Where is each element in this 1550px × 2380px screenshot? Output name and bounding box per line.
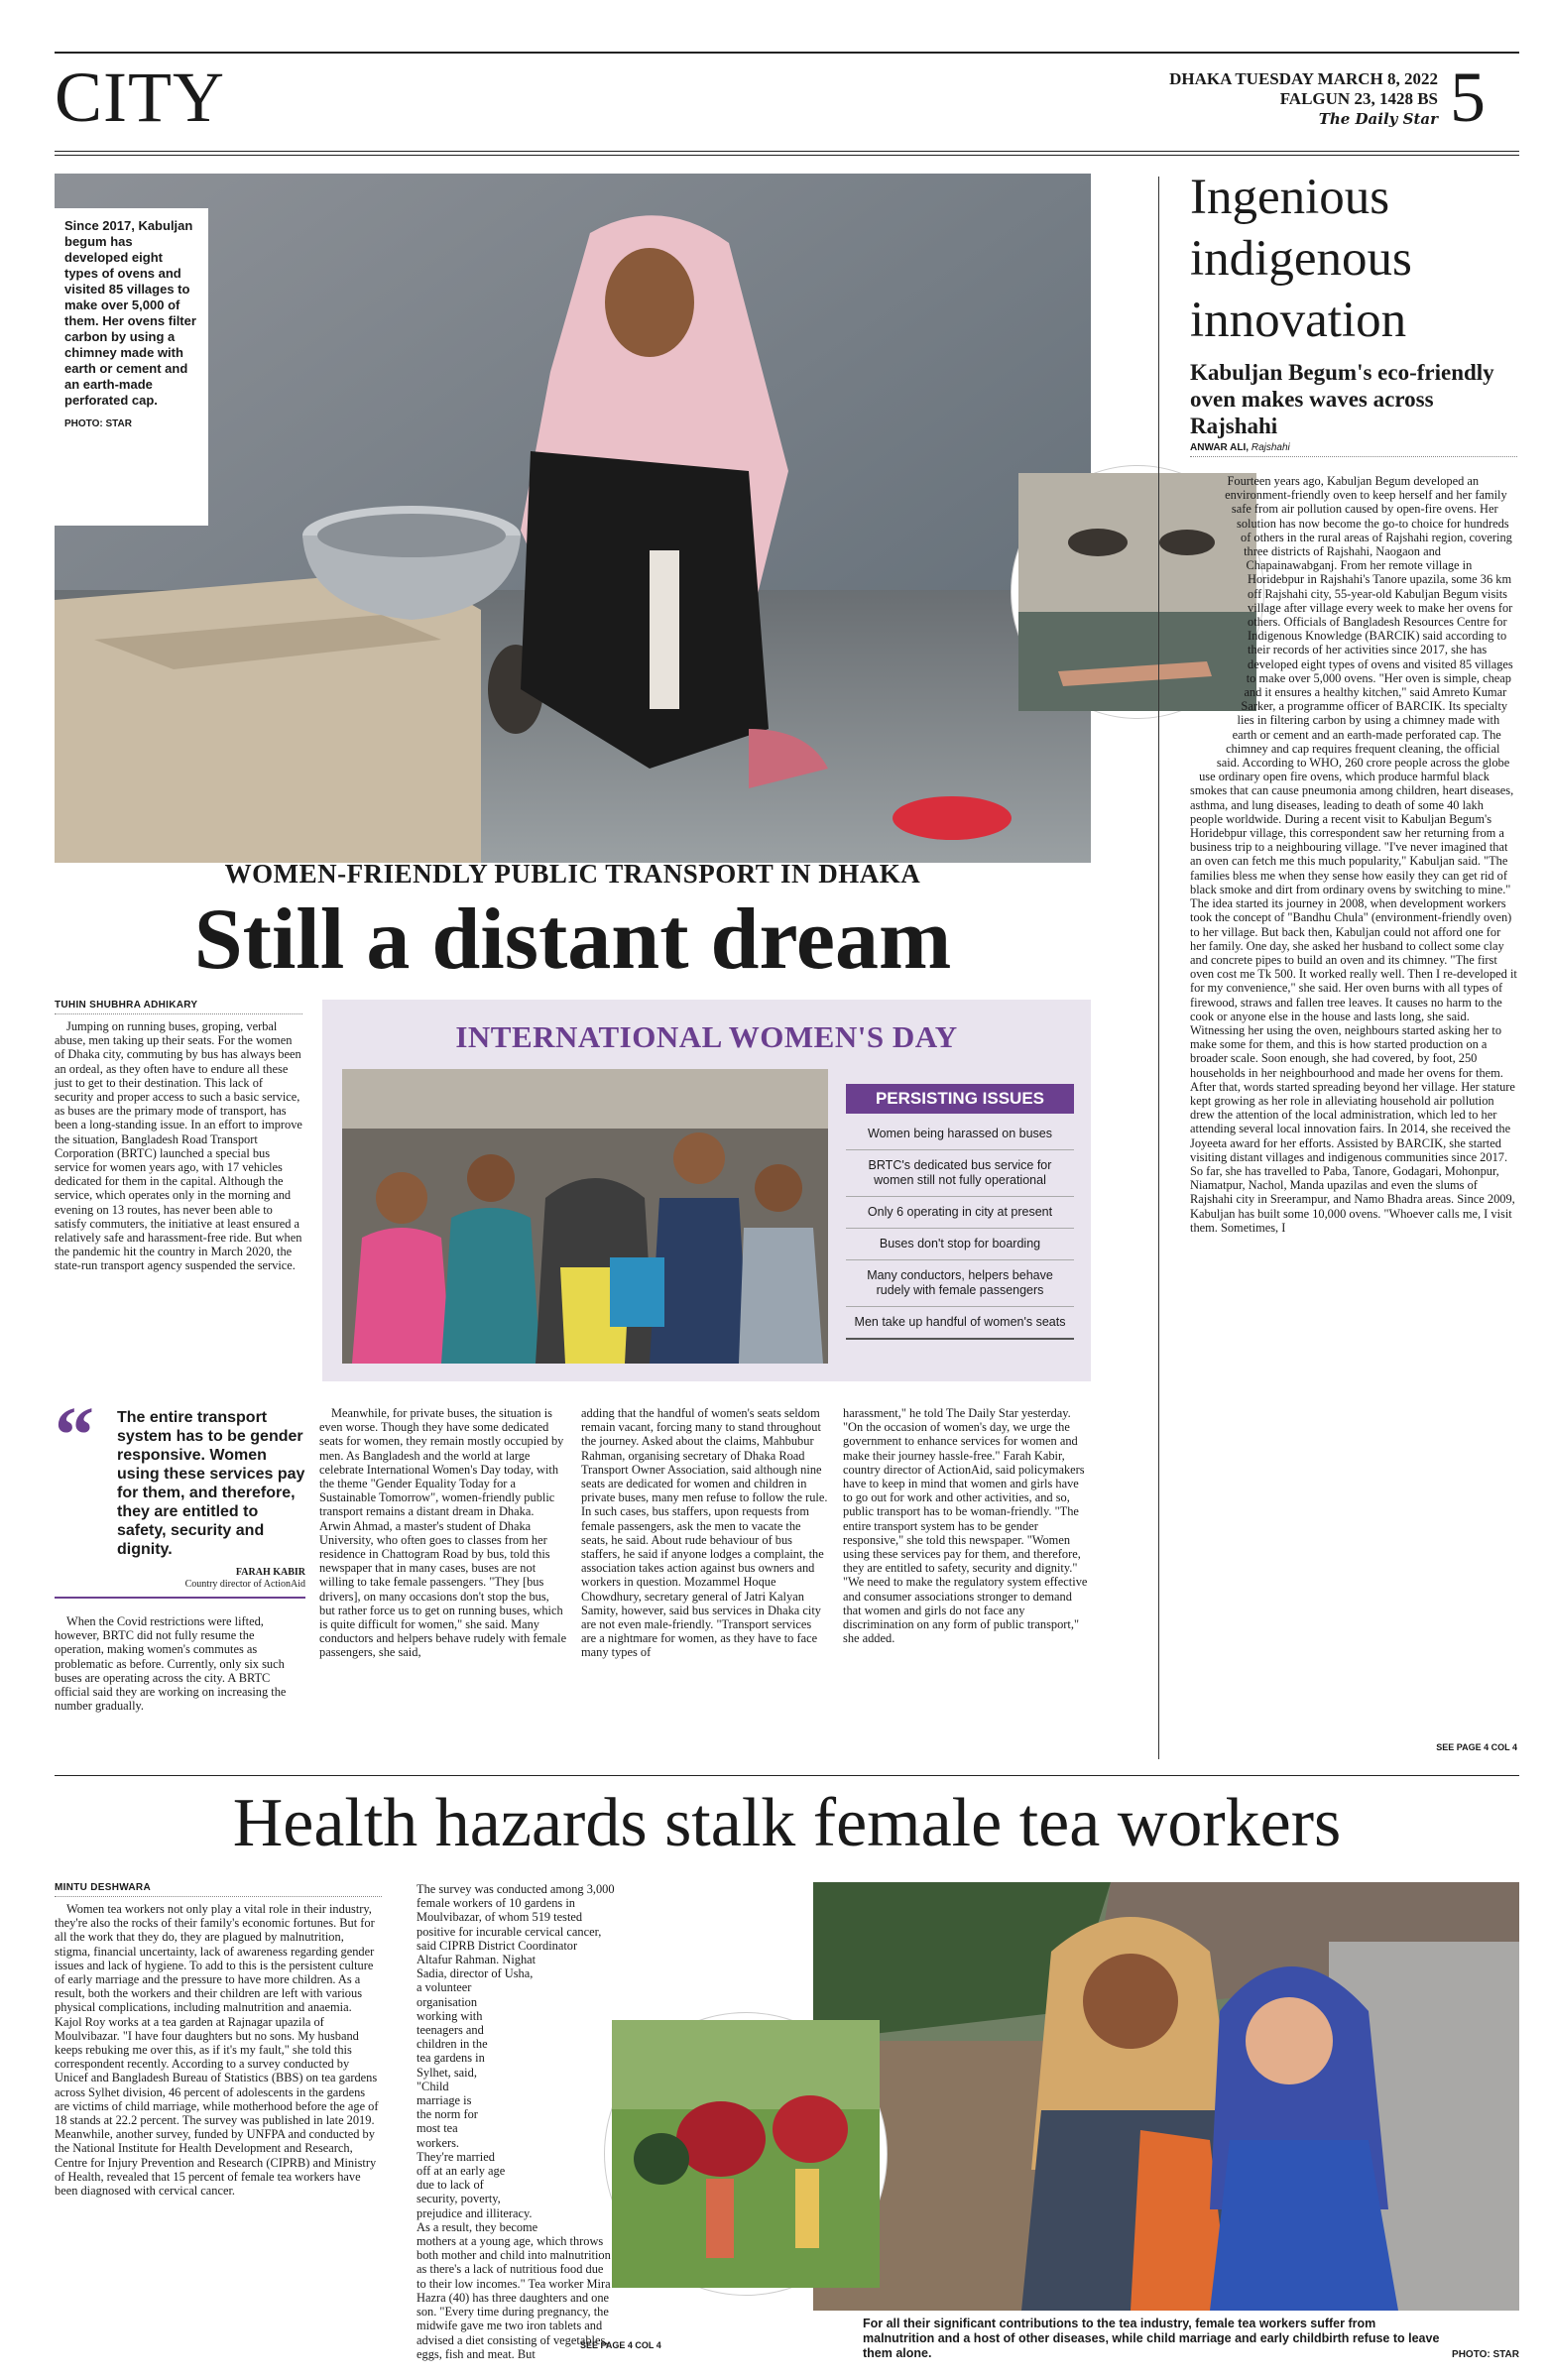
story3-jump: SEE PAGE 4 COL 4 — [580, 2340, 661, 2350]
tea-caption-text: For all their significant contributions to the tea industry, female tea workers suffer from malnutrition and a host of other diseases, while child marriage and early childbirth refuse to leave them alone. — [863, 2317, 1440, 2360]
tea-pickers-photo — [605, 2013, 887, 2295]
story2-col3-text: adding that the handful of women's seats seldom remain vacant, forcing many to stand throughout the journey. Asked about the claims, Mahbubur Rahman, organising secretary of Dhaka Road Transport Owner Association, said although nine seats are dedicated for women and children in private buses, many men refuse to follow the rule. In such cases, bus staffers, upon requests from female passengers, ask the men to vacate the seats, he said. About rude behaviour of bus staffers, he said if anyone lodges a complaint, the association takes action against bus owners and workers in question. Mozammel Hoque Chowdhury, secretary general of Jatri Kalyan Samity, however, said bus services in Dhaka city are not even male-friendly. "Transport services are a nightmare for women, as they have to face many types of — [581, 1406, 828, 1660]
bangla-date-text: FALGUN 23, 1428 BS — [1279, 89, 1438, 108]
story2-col1 — [55, 1019, 302, 1396]
masthead-rule-2 — [55, 155, 1519, 156]
date-text: DHAKA TUESDAY MARCH 8, 2022 — [1169, 69, 1438, 88]
tea-photo-caption — [863, 2311, 1519, 2370]
quote-attribution — [117, 1567, 305, 1591]
dateline — [1071, 69, 1438, 129]
story2-col3 — [581, 1406, 829, 1753]
story1-jump: SEE PAGE 4 COL 4 — [1436, 1742, 1517, 1752]
story1-byline-place: Rajshahi — [1251, 442, 1290, 453]
tea-photo-credit: PHOTO: STAR — [1452, 2349, 1519, 2360]
section-title: CITY — [55, 58, 225, 137]
issue-item: Women being harassed on buses — [846, 1119, 1074, 1150]
story1-headline: Ingenious indigenous innovation — [1190, 170, 1412, 348]
page-number: 5 — [1450, 58, 1486, 137]
persisting-issues-title: PERSISTING ISSUES — [846, 1084, 1074, 1114]
story2-col1-tail — [55, 1614, 305, 1753]
story1-subhead: Kabuljan Begum's eco-friendly oven makes waves across Rajshahi — [1190, 360, 1494, 438]
quote-name: FARAH KABIR — [235, 1567, 305, 1578]
story2-headline: Still a distant dream — [193, 892, 952, 988]
story1-body-text: Fourteen years ago, Kabuljan Begum developed an environment-friendly oven to keep herself and her family safe from air pollution caused by open-fire ovens. Her solution has now become the go-to choice for hundreds of others in the rural areas of Rajshahi region, covering three districts of Rajshahi, Naogaon and Chapainawabganj. From her remote village in Horidebpur in Rajshahi's Tanore upazila, some 36 km off Rajshahi city, 55-year-old Kabuljan Begum visits village after village every week to make her ovens for others. Officials of Bangladesh Resources Centre for Indigenous Knowledge (BARCIK) said according to their records of her activities since 2017, she has developed eight types of ovens and visited 85 villages to make over 5,000 ovens. "Her oven is simple, cheap and it ensures a healthy kitchen," said Amreto Kumar Sarker, a programme officer of BARCIK. Its specialty lies in filtering carbon by using a chimney made with earth or cement and an earth-made perforated cap. The chimney and cap requires frequent cleaning, the official said. According to WHO, 260 crore people across the globe use ordinary open fire ovens, which produce harmful black smokes that can cause pneumonia among children, heart diseases, asthma, and lung diseases, leading to death of some 40 lakh people worldwide. During a recent visit to Kabuljan Begum's Horidebpur village, this correspondent saw her returning from a business trip to a neighbouring village. "I've never imagined that an oven can fetch me this much popularity," Kabuljan said. "The families bless me when they sense how easily they can get rid of black smoke and dirt from ordinary ovens by switching to mine." The idea started its journey in 2008, when development workers took the concept of "Bandhu Chula" (environment-friendly oven) to her village. But back then, Kabuljan could not afford one for her family. One day, she asked her husband to collect some clay and concrete pipes to build an oven and its chimney. "The first oven cost me Tk 500. It worked really well. Then I re-developed it for my convenience," she said. Her oven burns with all types of firewood, straws and fallen tree leaves. It causes no harm to the cook or anyone else in the house and lasts long, she said. Witnessing her using the oven, neighbours started asking her to make some for them, and this is how started production on a broader scale. Soon enough, she had covered, by foot, 250 households in her neighbourhood and made her ovens for them. After that, words started spreading beyond her village. Her stature kept growing as her role in alleviating household air pollution drew the attention of the local administration, which led to her attending several local innovation fairs. In 2014, she received the Joyeeta award for her efforts. Assisted by BARCIK, she started visiting distant villages and indigenous communities since 2017. So far, she has travelled to Paba, Tanore, Godagari, Mohonpur, Niamatpur, Nachol, Manda upazilas and even the slums of Rajshahi city in Sreerampur, and Namo Bhadra areas. Since 2009, Kabuljan has built some 10,000 ovens. "Whoever calls me, I visit them. Sometimes, I — [1190, 474, 1517, 1235]
masthead-rule — [55, 151, 1519, 152]
issue-item: Men take up handful of women's seats — [846, 1307, 1074, 1340]
story2-col2-text: Meanwhile, for private buses, the situation is even worse. Though they have some dedicated seats for women, they remain mostly occupied by men. As Bangladesh and the world at large celebrate International Women's Day today, with the theme "Gender Equality Today for a Sustainable Tomorrow", women-friendly public transport remains a distant dream in Dhaka. Arwin Ahmad, a master's student of Dhaka University, who often goes to classes from her residence in Chattogram Road by bus, told this newspaper that in many cases, buses are not willing to take female passengers. "They [bus drivers], on many occasions don't stop the bus, but rather force us to get on running buses, which is quite difficult for women," she said. Many conductors and helpers behave rudely with female passengers, she said, — [319, 1406, 567, 1660]
womens-day-panel — [322, 1000, 1091, 1381]
tea-worker-mother-photo — [813, 1882, 1519, 2311]
story2-col4-text: harassment," he told The Daily Star yesterday. "On the occasion of women's day, we urge the government to enhance services for women and make their journey hassle-free." Farah Kabir, country director of ActionAid, said policymakers have to keep in mind that women and girls have to go out for work and other activities, and so, public transport has to be woman-friendly. "The entire transport system has to be gender responsive," she told this newspaper. "Women using these services pay for them, and therefore, they are entitled to safety, security and dignity." "We need to make the regulatory system effective and consumer associations stronger to demand that women and girls do not face any discrimination on any form of public transport," she added. — [843, 1406, 1088, 1646]
story2-byline: TUHIN SHUBHRA ADHIKARY — [55, 1000, 302, 1014]
pull-quote: The entire transport system has to be gender responsive. Women using these services pay for them, and therefore, they are entitled to safety, security and dignity. — [117, 1409, 305, 1558]
right-column-rule — [1158, 177, 1159, 1759]
issue-item: Only 6 operating in city at present — [846, 1197, 1074, 1229]
masthead-top-rule — [55, 52, 1519, 54]
story3-byline: MINTU DESHWARA — [55, 1882, 382, 1897]
story2-col1-text: Jumping on running buses, groping, verbal abuse, men taking up their seats. For the women of Dhaka city, commuting by bus has always been an ordeal, as they often have to endure all these just to get to their destination. This lack of security and proper access to such a basic service, as buses are the primary mode of transport, has been a long-standing issue. In an effort to improve the situation, Bangladesh Road Transport Corporation (BRTC) launched a special bus service for women years ago, with 17 vehicles dedicated for them in the capital. Although the service, which operates only in the morning and evening on 13 routes, has never been able to satisfy commuters, the initiative at least ensured a relatively safe and harassment-free ride. But when the pandemic hit the country in March 2020, the state-run transport agency suspended the service. — [55, 1019, 302, 1273]
story2-col1-tail-text: When the Covid restrictions were lifted, however, BRTC did not fully resume the operation, making women's commutes as problematic as before. Currently, only six such buses are operating across the city. A BRTC official said they are working on increasing the number gradually. — [55, 1614, 287, 1714]
issue-item: Buses don't stop for boarding — [846, 1229, 1074, 1260]
story3-col1 — [55, 1902, 382, 2338]
issue-item: Many conductors, helpers behave rudely with female passengers — [846, 1260, 1074, 1307]
paper-name: The Daily Star — [1318, 110, 1438, 128]
oven-photo-credit: PHOTO: STAR — [64, 418, 132, 429]
persisting-issues-list — [846, 1119, 1074, 1340]
story2-col2 — [319, 1406, 567, 1753]
issue-item: BRTC's dedicated bus service for women still not fully operational — [846, 1150, 1074, 1197]
story2-col4 — [843, 1406, 1091, 1753]
story3-col2-text: The survey was conducted among 3,000 female workers of 10 gardens in Moulvibazar, of whom 519 tested positive for incurable cervical cancer, said CIPRB District Coordinator Altafur Rahman. Nighat Sadia, director of Usha, a volunteer organisation working with teenagers and children in the tea gardens in Sylhet, said, "Child marriage is the norm for most tea workers. They're married off at an early age due to lack of security, poverty, prejudice and illiteracy. As a result, they become mothers at a young age, which throws both mother and child into malnutrition as there's a lack of nutritious food due to their low incomes." Tea worker Mira Hazra (40) has three daughters and one son. "Every time during pregnancy, the midwife gave me two iron tablets and advised a diet consisting of vegetables, eggs, fish and meat. But — [417, 1882, 615, 2361]
quote-rule — [55, 1597, 305, 1599]
oven-photo-caption — [55, 208, 208, 526]
bus-crowd-photo — [342, 1069, 828, 1364]
oven-caption-text: Since 2017, Kabuljan begum has developed eight types of ovens and visited 85 villages to make over 5,000 of them. Her ovens filter carbon by using a chimney made with earth or cement and an earth-made perforated cap. — [64, 218, 196, 408]
quote-mark: “ — [55, 1392, 94, 1480]
story3-headline: Health hazards stalk female tea workers — [232, 1785, 1342, 1861]
womens-day-title: INTERNATIONAL WOMEN'S DAY — [455, 1019, 958, 1054]
story3-rule — [55, 1775, 1519, 1776]
story1-byline-name: ANWAR ALI, — [1190, 442, 1250, 453]
oven-woman-photo — [55, 174, 1091, 863]
story1-body — [1190, 474, 1517, 1739]
story1-byline — [1190, 442, 1517, 457]
story2-kicker: WOMEN-FRIENDLY PUBLIC TRANSPORT IN DHAKA — [224, 859, 921, 889]
quote-title: Country director of ActionAid — [184, 1579, 305, 1590]
story3-col2 — [417, 1882, 615, 2361]
story3-col1-text: Women tea workers not only play a vital role in their industry, they're also the rocks of their family's economic fortunes. But for all the work that they do, they are plagued by malnutrition, stigma, financial uncertainty, lack of awareness regarding gender issues and lack of hygiene. To add to this is the persistent culture of early marriage and the pressure to have more children. As a result, both the workers and their children are left with various physical complications, including malnutrition and anaemia. Kajol Roy works at a tea garden at Rajnagar upazila of Moulvibazar. "I have four daughters but no sons. My husband keeps rebuking me over this, as if it's my fault," she told this correspondent recently. According to a survey conducted by Unicef and Bangladesh Bureau of Statistics (BBS) on tea gardens across Sylhet division, 46 percent of adolescents in the gardens are victims of child marriage, while motherhood before the age of 18 stands at 22.2 percent. The survey was published in late 2019. Meanwhile, another survey, funded by UNFPA and conducted by the National Institute for Health Development and Research, Centre for Injury Prevention and Research (CIPRB) and Ministry of Health, revealed that 15 percent of female tea workers have been diagnosed with cervical cancer. — [55, 1902, 379, 2199]
